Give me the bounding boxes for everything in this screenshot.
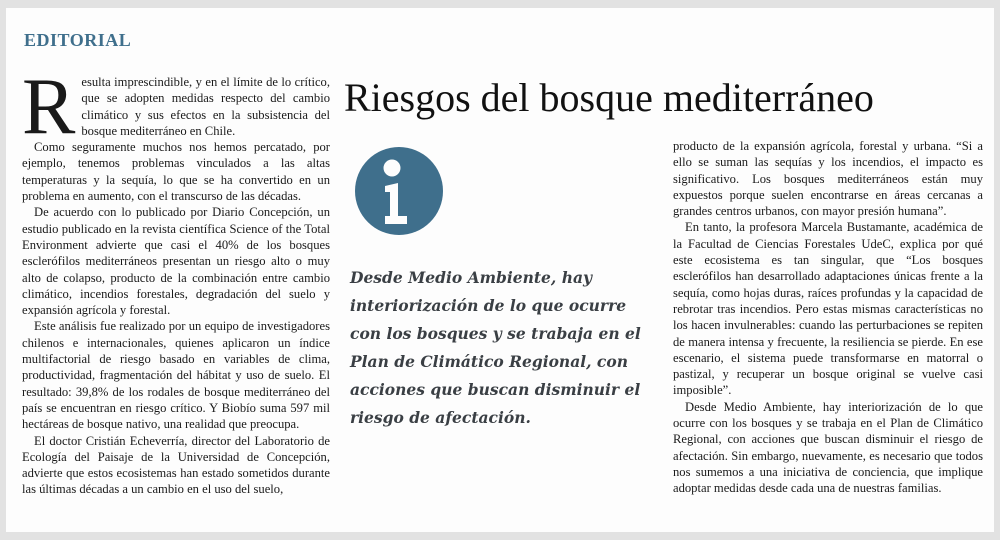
pull-quote: Desde Medio Ambiente, hay interiorización de lo que ocurre con los bosques y se trabaja en el Plan de Climático Regional, con acciones que buscan disminuir el riesgo de afectación. <box>350 268 641 427</box>
left-column <box>22 63 330 498</box>
paragraph: Desde Medio Ambiente, hay interiorización de lo que ocurre con los bosques y se trabaja en el Plan de Climático Regional, con acciones que buscan disminuir el riesgo de afectación. Sin embargo, nuevamente, es necesario que todos nos sumemos a una iniciativa de conciencia, que implique adoptar medidas desde cada una de nuestras familias. <box>673 399 983 496</box>
paragraph: El doctor Cristián Echeverría, director del Laboratorio de Ecología del Paisaje de la Universidad de Concepción, advierte que estos ecosistemas han estado sometidos durante las últimas décadas a un cambio en el uso del suelo, <box>22 433 330 497</box>
section-label: EDITORIAL <box>24 30 132 50</box>
newspaper-page <box>6 8 994 532</box>
paragraph: Este análisis fue realizado por un equipo de investigadores chilenos e internacionales, quienes aplicaron un índice multifactorial de riesgo basado en variables de clima, productividad, fragmentación del hábitat y uso de suelo. El resultado: 39,8% de los rodales de bosque mediterráneo del país se encuentran en riesgo crítico. Y Biobío suma 597 mil hectáreas de bosque nativo, una realidad que preocupa. <box>22 319 330 432</box>
paragraph: producto de la expansión agrícola, forestal y urbana. “Si a ello se suman las sequías y los incendios, el impacto es significativo. Los bosques mediterráneos están muy expuestos porque suelen encontrarse en áreas cercanas a grandes centros urbanos, con mayor presión humana”. <box>673 139 983 219</box>
info-icon <box>354 146 444 236</box>
paragraph: Resulta imprescindible, y en el límite de lo crítico, que se adopten medidas respecto del cambio climático y sus efectos en la subsistencia del bosque mediterráneo en Chile. <box>22 63 330 151</box>
paragraph: Como seguramente muchos nos hemos percatado, por ejemplo, tenemos problemas vinculados a las altas temperaturas y la sequía, lo que se ha convertido en un problema en aumento, con el transcurso de las décadas. <box>22 140 330 204</box>
paragraph: En tanto, la profesora Marcela Bustamante, académica de la Facultad de Ciencias Forestales UdeC, explica por qué este ecosistema es tan singular, que “Los bosques esclerófilos han desarrollado adaptaciones únicas frente a la sequía, como hojas duras, raíces profundas y la capacidad de rebrotar tras incendios. Pero estas mismas características no los hacen invulnerables: cuando las perturbaciones se repiten de manera intensa y frecuente, la resiliencia se pierde. En ese escenario, el sistema puede transformarse en matorral o pastizal, y recuperar un bosque original se vuelve casi imposible”. <box>673 220 983 398</box>
paragraph: De acuerdo con lo publicado por Diario Concepción, un estudio publicado en la revista científica Science of the Total Environment advierte que casi el 40% de los bosques esclerófilos mediterráneos presentan un riesgo alto o muy alto de colapso, producto de la combinación entre cambio climático, incendios forestales, degradación del suelo y expansión agrícola y forestal. <box>22 205 330 318</box>
headline: Riesgos del bosque mediterráneo <box>344 75 874 120</box>
right-column <box>673 138 983 497</box>
drop-cap: R <box>22 63 76 151</box>
